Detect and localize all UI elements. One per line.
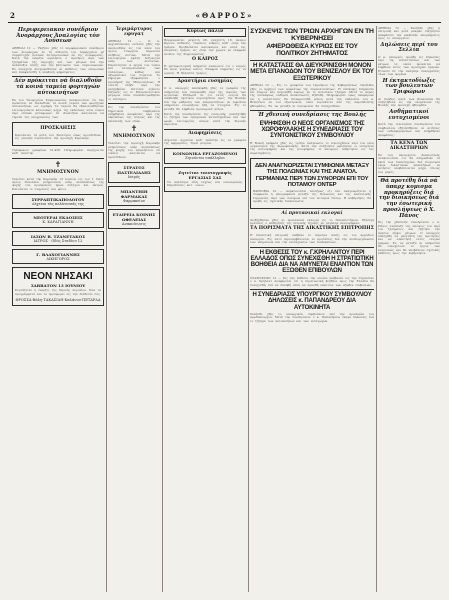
- divider: [12, 158, 104, 159]
- article-body: Κατά την τελευταίαν συνεδρίασιν του συμβουλίου εξητάσθησαν αι αιτήσεις των ενδιαφερομένων και ελήφθησαν αποφάσεις.: [378, 122, 440, 137]
- headline: Περιφερειακον συνέδριον Άνοράρχους Άναλογίας τόν Λοΰσεων: [16, 27, 100, 45]
- ad-title: ΜΠΑΝΤΗΙΗ ΦΑΡΜΑΚΑΣ: [120, 188, 148, 199]
- article-body: Αι διώξεις κατά των βουλευτών θα συζητηθούν εις την ολομέλειαν της Βουλής την προσεχή εβδομάδα.: [378, 96, 440, 108]
- memorial-body: Τελείται κατά την Κυριακήν 13 Ιουνίου εις τον Ι. Ναόν Αγίου Νικολάου μνημόσυνον υπέρ αναπαύσεως της ψυχής του προσφιλούς ημών συζύγου και πατρός. Καλούνται οι συγγενείς και φίλοι.: [12, 176, 104, 191]
- cross-icon: ✝: [130, 124, 138, 134]
- ad-text: Κ. ΚΑΡΑΓΙΑΝΝΗ: [42, 220, 74, 225]
- ad-title: ΙΑΣΩΝ Β. ΤΖΑΝΕΤΑΚΟΣ: [30, 233, 86, 239]
- ad-box: [108, 209, 160, 229]
- column-rule: [248, 26, 249, 592]
- column-rule: [376, 26, 377, 592]
- ad-title: ΝΕΟΤΕΡΑΙ ΕΚΔΟΣΕΙΣ: [33, 215, 83, 221]
- article-body: ΑΘΗΝΑΙ 12 — Ο κ. Αρχιεπίσκοπος ετέλεσε χθές την ακολουθίαν εις τον ναόν του Αγίου Γεωργίου παρουσία πλήθους πιστών. Μετά την λειτουργίαν εψάλη δοξολογία υπέρ των πεσόντων. Παρέστησαν οι αρχαί του τόπου και αντιπροσωπείαι των συλλόγων, καθώς και αξιωματικοί του στρατού. Το κήρυγμα εξεφώνησεν ο ιεροκήρυξ της Μητροπόλεως. Η τελετή έληξε περί την μεσημβρίαν. Κατόπιν εγένετο δεξίωσις εις το Μητροπολιτικόν μέγαρον όπου συνεκεντρώθησαν οι επίσημοι.: [108, 38, 160, 101]
- headline: Διαφημίσεις: [188, 130, 222, 136]
- headline: ΕΨΗΦΙΣΘΗ Ο ΝΕΟΣ ΟΡΓΑΝΙΣΜΟΣ ΤΗΣ ΧΩΡΟΦΥΛΑΚΗΣ Η ΣΥΝΕΔΡΙΑΣΙΣ ΤΟΥ ΣΥΝΤΟΝΙΣΤΙΚΟΥ ΣΥΜΒΟΥΛΙΟΥ: [259, 120, 365, 140]
- divider: [164, 129, 246, 130]
- divider: [250, 289, 374, 290]
- article-body: Διεξήχθησαν χθες αι πρυτανικαί εκλογαί εις το Πανεπιστήμιον. Εξελέγη πρύτανις ο καθηγητής της Ιατρικής Σχολής με μεγάλην πλειοψηφίαν.: [250, 217, 374, 225]
- divider: [250, 60, 374, 61]
- notice-title: ΠΡΟΣΚΛΗΣΙΣ: [40, 126, 76, 131]
- headline: Ίεριμάρτυρος εφυγατ: [115, 27, 153, 37]
- ad-title: ΣΥΡΡΑΠΤΙΚΑΠΟΛΟΓΟΥ: [31, 197, 85, 203]
- divider: [164, 77, 246, 78]
- headline: Δηλώσεις περί του Σελλία: [380, 41, 438, 54]
- article-body: Ο κ. υπουργός προέβη εις δηλώσεις περί της καταστάσεως και των μέτρων τα οποία πρόκειται να ληφθούν εντός των προσεχών ημερών. Ετόνισε δε την ανάγκην συνεργασίας όλων των φορέων.: [378, 55, 440, 77]
- divider: [108, 103, 160, 104]
- column-1: [12, 26, 104, 592]
- ad-box: [164, 167, 246, 193]
- ad-text: Ζητούνται υπάλληλοι: [185, 156, 225, 161]
- ad-title: Γ. ΒΛΑΧΟΓΙΑΝΝΗΣ: [36, 252, 80, 258]
- ad-text: Φαρμακείον: [122, 198, 146, 203]
- column-5: [378, 26, 440, 592]
- notice-box: [12, 122, 104, 146]
- ad-box-neon-nisaki: [12, 267, 104, 305]
- article-body: Η Βουλή εψήφισε χθες εις τρίτην ανάγνωσιν το νομοσχέδιον περί του νέου οργανισμού της Χωροφυλακής. Κατά την συζήτησιν ωμίλησαν οι εισηγηταί της πλειοψηφίας και της μειοψηφίας. Ο υπουργός απήντησεν εις τας παρατηρήσεις.: [250, 140, 374, 155]
- headline: Η ΣΥΝΕΔΡΙΑΣΙΣ ΥΠΟΥΡΓΙΚΟΥ ΣΥΜΒΟΥΛΙΟΥ ΔΗΛΩΣΕΙΣ κ. ΠΑΠΑΝΔΡΕΟΥ ΔΙΑ ΑΥΤΟΚΙΝΗΤΑ: [252, 291, 372, 311]
- boxed-story: [250, 158, 374, 208]
- article-body: Εκ του υπουργείου Δικαιοσύνης ανακοινούται ότι θα πληρωθούν τα κενά των δικαστηρίων διά διορισμού νέων δικαστικών υπαλλήλων. Αι αιτήσεις υποβάλλονται μέχρι τέλους του μηνός.: [378, 152, 440, 174]
- headline: ΤΑ ΠΟΡΙΣΜΑΤΑ ΤΗΣ ΔΙΚΑΣΤΙΚΗΣ ΕΠΙΤΡΟΠΗΣ: [250, 226, 374, 232]
- memorial-body: Τελείται την προσεχή Κυριακήν μνημόσυνον υπέρ αναπαύσεως της ψυχής του αειμνήστου. Οι οικείοι καλούνται να προσέλθουν.: [108, 141, 160, 159]
- lead-headline: ΣΥΣΚΕΨΙΣ ΤΩΝ ΤΡΙΩΝ ΑΡΧΗΓΩΝ ΕΝ ΤΗ ΚΥΒΕΡΝΗΣΕΙ: [250, 28, 374, 43]
- divider: [378, 139, 440, 140]
- ad-box: [12, 231, 104, 246]
- section-title: Κυρίως πάλιν: [164, 28, 246, 37]
- memorial-title: ΜΝΗΜΟΣΥΝΟΝ: [37, 169, 79, 175]
- ad-box: [108, 186, 160, 206]
- article-body: ΑΘΗΝΑΙ 12 — Εις το γραφείον του Προέδρου της Κυβερνήσεως συνήλθον χθες οι αρχηγοί των κομμάτων της συμπολιτεύσεως. Η σύσκεψις διήρκεσεν επί δίωρον και ησχολήθη κυρίως με το πολιτικόν ζήτημα. Μετά το πέρας της συσκέψεως ουδεμία ανακοίνωσις εξεδόθη. Πληροφορίαι όμως αναφέρουν ότι η κατάστασις θα διευκρινισθή μόνον μετά την επάνοδον του κ. Βενιζέλου εκ του εξωτερικού, όπου ευρίσκεται από της παρελθούσης εβδομάδος. Εν τω μεταξύ αι συνομιλίαι θα συνεχισθούν.: [250, 83, 374, 108]
- column-4: [250, 26, 374, 592]
- article-body: Η μετεωρολογική υπηρεσία ανακοινοί ότι ο καιρός θα είναι γενικώς καλός. Ελαφραί νεφώσεις εις τα ορεινά. Η θάλασσα ήρεμος.: [164, 63, 246, 75]
- ad-title: Ζητείται ταινιογραφίς ΕΡΓΑΣΙΑΣ ΣΑΣ: [178, 169, 232, 180]
- memorial-title: ΜΝΗΜΟΣΥΝΟΝ: [113, 134, 155, 140]
- headline: Δέν πρόκειται νά διαλυθοϋν τά κοινά ταμεία φορτηγών αύτοκινήτων: [14, 78, 102, 96]
- article-body: ΟΥΑΣΙΓΚΤΩΝ 12 — Εις την έκθεσιν την οποίαν υπέβαλεν εις την Γερουσίαν ο κ. Κρήλαντ αναφέρεται ότι η στρατιωτική βοήθεια προς την Ελλάδα θα συνεχισθή, διά να δυνηθή αύτη να αμυνθή εναντίον των εξωθεν επιβουλών.: [250, 275, 374, 287]
- ad-title: ΕΤΑΙΡΕΙΑ ΚΟΙΝΗΣ ΩΦΕΛΕΙΑΣ: [112, 211, 156, 222]
- ad-text: Ιατρός: [127, 175, 141, 180]
- divider: [250, 247, 374, 248]
- article-body: Θερμοκρασία: μεγίστη 28, ελαχίστη 18. Άνεμοι βόρειοι ασθενείς. Ουρανός αίθριος καθ΄ όλην την ημέραν. Προβλέπεται καλοκαιρία και κατά τας επομένας ημέρας εις όλην την χώραν με ελαφράν άνοδον της θερμοκρασίας.: [164, 37, 246, 56]
- ad-box: [12, 249, 104, 264]
- headline: Ασθήματικοί ευτυχισμένοι: [388, 108, 430, 121]
- article-body: ΑΘΗΝΑΙ 12 — Ήρξατο χθές τό περιφερειακόν συνέδριον των άνοράρχων έν τή αίθούση του Δημαρχείου μέ συμμετοχήν πολλών άντιπροσώπων έκ της περιφερείας. Κατά την έναρξιν ώμίλησεν ό πρόεδρος περί των ζητημάτων της περιοχής καί των μέτρων διά την άνάπτυξιν αύτής καί την βελτίωσιν των συγκοινωνιών. Εν συνεχεία άνεγνώσθησαν αί εκθέσεις των επιτροπών καί άπεφασίσθη η ύποβολή ψηφίσματος.: [12, 46, 104, 74]
- article-body: Η δικαστική επιτροπή υπέβαλε το πόρισμα αυτής εις τον αρμόδιον υπουργόν. Εις αυτό περιλαμβάνονται αι προτάσεις διά την αναδιοργάνωσιν των υπηρεσιών και την επιτάχυνσιν των διαδικασιών.: [250, 233, 374, 245]
- ad-box: [108, 162, 160, 182]
- cross-icon: ✝: [54, 159, 62, 169]
- ad-subtitle: ΣΑΒΒΑΤΟΝ 13 ΙΟΥΝΙΟΥ: [30, 283, 86, 289]
- ad-text: Ανακοίνωσις: [121, 221, 147, 226]
- divider: [250, 110, 374, 111]
- ad-body: Τα καλύτερα είδη ταχέως και οικονομικώς. Παραδόσεις κατ΄ οίκον.: [167, 179, 243, 188]
- article-body: Εκ του Υπουργείου Συγκοινωνίας ανακοινούται ότι δεν πρόκειται να διαλυθούν τα κοινά ταμεία των φορτηγών αυτοκινήτων, ως εγράφη. Τα ταμεία θα εξακολουθήσουν λειτουργούντα κανονικώς μέχρι της εκδόσεως νέου νόμου περί οδικών μεταφορών. Οι ιδιοκτήται καλούνται να τηρούν τας υποχρεώσεις των.: [12, 97, 104, 119]
- article-body: Κατά την συνεδρίασιν της επιτροπής συνεζητήθη το ζήτημα των εμπορικών καταστημάτων και των ωρών λειτουργίας αυτών κατά την θερινήν περίοδον.: [164, 111, 246, 127]
- headline: Θά προτέθη διά νά ύπαρχ κομισμα προκηρύξεις διά την διοικήσεως διά την έσωτερική προσλήψεως ό Χ. Πάνος: [378, 178, 440, 219]
- headline: Ο ΚΑΙΡΟΣ: [191, 56, 218, 62]
- article-body: ΒΑΡΣΟΒΙΑ 12 — Ανακοινούται επισήμως ότι δεν αναγνωρίζεται η συμφωνία η υπογραφείσα μεταξύ της Πολωνίας και της Ανατολικής Γερμανίας περί των συνόρων επί του ποταμού Όντερ. Η κυβέρνησις θα προβή εις σχετικήν διακοίνωσιν.: [253, 189, 371, 204]
- page-header: [8, 10, 441, 23]
- headline: ΔΕΝ ΑΝΑΓΝΩΡΙΖΕΤΑΙ ΣΥΜΦΩΝΙΑ ΜΕΤΑΞΥ ΤΗΣ ΠΟΛΩΝΙΑΣ ΚΑΙ ΤΗΣ ΑΝΑΤΟΛ. ΓΕΡΜΑΝΙΑΣ ΠΕΡΙ ΤΩΝ ΣΥΝΟΡΩΝ ΕΠΙ ΤΟΥ ΠΟΤΑΜΟΥ ΟΝΤΕΡ: [255, 163, 369, 188]
- ad-box: [12, 194, 104, 209]
- column-3: [164, 26, 246, 592]
- headline: ΤΑ ΚΕΝΑ ΤΩΝ ΔΙΚΑΣΤΗΡΙΩΝ: [389, 140, 429, 151]
- column-rule: [106, 26, 107, 592]
- article-body: Συνήλθε χθες το υπουργικόν συμβούλιον υπό την προεδρίαν του πρωθυπουργού. Μετά την συνεδρίασιν ο κ. Παπανδρέου έκαμε δηλώσεις διά το ζήτημα των αυτοκινήτων και των εισαγωγών.: [250, 311, 374, 323]
- ad-title: ΣΤΡΑΤΟΣ ΠΑΣΤΕΛΙΑΔΗΣ: [117, 165, 151, 176]
- page-number: 2: [10, 11, 15, 20]
- masthead: «ΘΑΡΡΟΣ»: [195, 11, 254, 20]
- article-body: Εις την χθεσινήν συνεδρίασιν ο κ. Πάνος ανέπτυξε τας απόψεις του περί του ζητήματος και εζήτησε την άμεσον λήψιν μέτρων. Ο υπουργός υπεσχέθη να μελετήση τας προτάσεις και να απαντήση εντός ολίγων ημερών. Εν τω μεταξύ αι υπηρεσίαι θα συνεχίσουν το έργον των κανονικώς και θα υποβάλουν σχετικάς εκθέσεις προς την κυβέρνησιν.: [378, 220, 440, 255]
- article-body: Τηλέφωνον γραφείων 31.458. Πληροφορίαι παρέχονται καθ΄ εκάστην.: [12, 147, 104, 156]
- headline: Ή χθεσινή συνεδρίασις της Βουλής: [257, 112, 367, 119]
- article-body: Εις την συνεδρίασιν του δημοτικού συμβουλίου ελήφθησαν αποφάσεις περί της υδρεύσεως της πόλεως και της επισκευής των οδών.: [108, 105, 160, 123]
- headline: Δραστήρια ευσημίας: [177, 79, 233, 85]
- column-2: [108, 26, 160, 592]
- column-rule: [162, 26, 163, 592]
- ad-title: ΚΟΙΝΩΝΙΚΑ ΕΡΓΑΖΟΜΕΝΟΙ: [172, 151, 238, 157]
- headline: Αί πρυτανικαί εκλογαί: [281, 210, 343, 216]
- ad-title: ΝΕΟΝ ΝΗΣΑΚΙ: [23, 271, 93, 283]
- ad-footer: ΦΡΟΣΣΑ-Βάλη-ΤΑΚΑΣΙΔΗ-Καλάνου-ΠΕΤΑΡΔΑ: [15, 298, 101, 303]
- ad-box: [12, 212, 104, 227]
- ad-text: Δέχεται τάς πελάτισσάς της: [31, 202, 84, 207]
- headline: Η ΕΚΘΕΣΙΣ ΤΟΥ κ. Γ.ΚΡΗΛΑΝΤΟΥ ΠΕΡΙ ΕΛΛΑΔΟΣ ΟΠΩΣ ΣΥΝΕΧΙΣΘΗ Η ΣΤΡΑΤΙΩΤΙΚΗ ΒΟΗΘΕΙΑ ΔΙΑ ΝΑ ΑΜΥΝΕΤΑΙ ΕΝΑΝΤΙΟΝ ΤΩΝ ΕΞΩΘΕΝ ΕΠΙΒΟΥΛΩΝ: [250, 249, 374, 275]
- ad-text: ΙΑΤΡΟΣ · Οδός Σταδίου 12: [33, 238, 83, 243]
- article-body: Ο κ. υπουργός επεσκέφθη χθες τα γραφεία της υπηρεσίας και ενημερώθη περί της πορείας των εργασιών. Εδήλωσε δε ότι εντός ολίγου θα υποβληθή σχετικόν νομοσχέδιον προς την Βουλήν διά την ρύθμισιν των εκκρεμοτήτων. Αι αρμόδιαι υπηρεσίαι ετοιμάζουν ήδη τα στοιχεία. Εις το μεταξύ θα ληφθούν προσωρινά μέτρα.: [164, 86, 246, 111]
- lead-subheadline: ΑΦΙΕΡΩΘΕΙΣΑ ΚΥΡΙΩΣ ΕΙΣ ΤΟΥ ΠΟΛΙΤΙΚΟΥ ΖΗΤΗΜΑΤΟΣ: [266, 43, 358, 57]
- notice-body: Καλούνται τά μέλη του Συλλόγου όπως προσέλθουν είς γενικήν συνέλευσιν τήν προσεχή Κυριακήν.: [15, 132, 101, 141]
- ad-text: ΔΙΚΗΓΟΡΟΣ: [46, 257, 70, 262]
- headline: Η έκτακτοδίωξις των βουλευτών Τριφώρων: [382, 77, 436, 95]
- article-body: Δέχονται αγγελίαι καθ΄ εκάστην εις τα γραφεία της εφημερίδος. Τιμαί μετρίαι.: [164, 137, 246, 145]
- ad-box: [164, 148, 246, 163]
- headline: Η ΚΑΤΑΣΤΑΣΙΣ ΘΑ ΔΙΕΥΚΡΙΝΙΣΘΗ ΜΟΝΟΝ ΜΕΤΑ ΕΠΑΝΟΔΟΝ ΤΟΥ ΒΕΝΙΖΕΛΟΥ ΕΚ ΤΟΥ ΕΞΩΤΕΡΙΚΟΥ: [250, 61, 374, 82]
- article-body: ΑΘΗΝΑΙ 12 — Συνήλθε χθες η επιτροπή και μετά μακράν συζήτησιν απεφάσισε την υποβολήν υπομνήματος προς το υπουργείον.: [378, 26, 440, 41]
- ad-body: Εορτάζεται η έναρξις της θερινής περιόδου. Όλα τα προγράμματα και αι προσφοραί εις την διάθεσίν σας.: [15, 288, 101, 296]
